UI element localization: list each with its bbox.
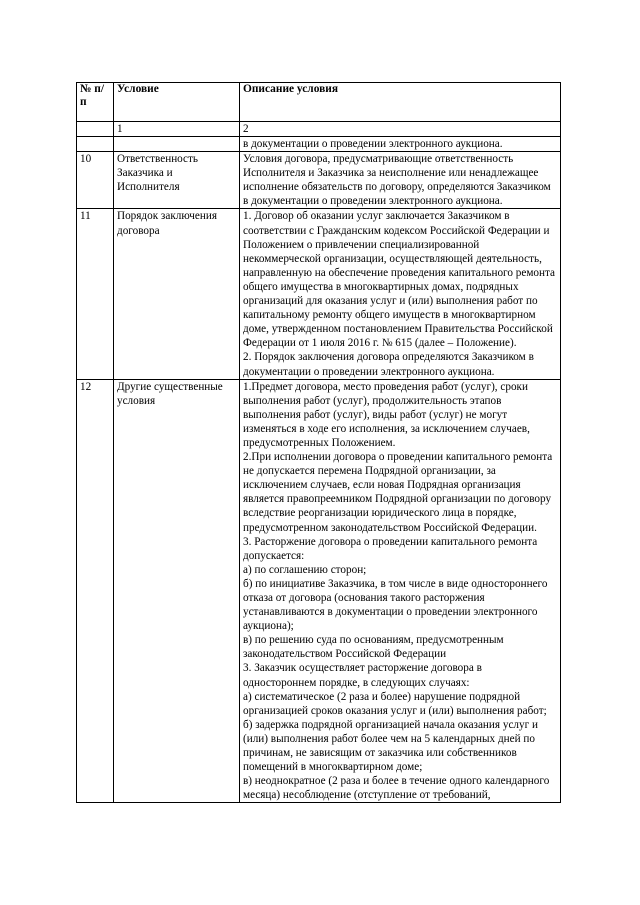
column-number-2: 2 xyxy=(240,122,561,137)
row-number: 11 xyxy=(77,209,114,379)
description-paragraph: в) неоднократное (2 раза и более в течение одного календарного месяца) несоблюдение (отступление от требований, xyxy=(243,775,550,802)
row-condition xyxy=(114,137,240,152)
table-header-row xyxy=(77,83,561,122)
description-paragraph: в) по решению суда по основаниям, предусмотренным законодательством Российской Федерации xyxy=(243,634,504,661)
column-number-1: 1 xyxy=(114,122,240,137)
description-paragraph: Условия договора, предусматривающие ответственность Исполнителя и Заказчика за неисполнение или ненадлежащее исполнение обязательств по договору, определяются Заказчиком в документации о проведении электронного аукциона. xyxy=(243,153,551,208)
table-row xyxy=(77,137,561,152)
description-paragraph: 3. Заказчик осуществляет расторжение договора в одностороннем порядке, в следующих случаях: xyxy=(243,662,482,689)
row-condition: Порядок заключения договора xyxy=(114,209,240,379)
row-description xyxy=(240,379,561,803)
conditions-table xyxy=(76,82,561,803)
description-paragraph: а) систематическое (2 раза и более) нарушение подрядной организацией сроков оказания услуг и (или) выполнения работ; xyxy=(243,690,547,717)
description-paragraph: 1.Предмет договора, место проведения работ (услуг), сроки выполнения работ (услуг), продолжительность этапов выполнения работ (услуг), виды работ (услуг) не могут изменяться в ходе его исполнения, за исключением случаев, предусмотренных Положением. xyxy=(243,380,530,449)
row-number: 12 xyxy=(77,379,114,803)
column-number-0 xyxy=(77,122,114,137)
table-row xyxy=(77,152,561,209)
description-paragraph: в документации о проведении электронного аукциона. xyxy=(243,138,503,150)
table-row xyxy=(77,209,561,379)
header-number: № п/п xyxy=(77,83,114,122)
row-description xyxy=(240,137,561,152)
row-number: 10 xyxy=(77,152,114,209)
row-description xyxy=(240,152,561,209)
description-paragraph: 2. Порядок заключения договора определяются Заказчиком в документации о проведении электронного аукциона. xyxy=(243,351,534,378)
description-paragraph: 3. Расторжение договора о проведении капитального ремонта допускается: xyxy=(243,535,538,562)
header-condition: Условие xyxy=(114,83,240,122)
description-paragraph: 1. Договор об оказании услуг заключается Заказчиком в соответствии с Гражданским кодексом Российской Федерации и Положением о привлечении специализированной некоммерческой организации, осуществляющей деятельность, направленную на обеспечение проведения капитального ремонта общего имущества в многоквартирных домах, подрядных организаций для оказания услуг и (или) выполнения работ по капитальному ремонту общего имуществ в многоквартирном доме, утвержденном постановлением Правительства Российской Федерации от 1 июля 2016 г. № 615 (далее – Положение). xyxy=(243,210,555,350)
header-description: Описание условия xyxy=(240,83,561,122)
row-condition: Ответственность Заказчика и Исполнителя xyxy=(114,152,240,209)
row-condition: Другие существенные условия xyxy=(114,379,240,803)
description-paragraph: б) задержка подрядной организацией начала оказания услуг и (или) выполнения работ более чем на 5 календарных дней по причинам, не зависящим от заказчика или собственников помещений в многоквартирном доме; xyxy=(243,718,538,774)
row-number xyxy=(77,137,114,152)
column-numbers-row xyxy=(77,122,561,137)
description-paragraph: а) по соглашению сторон; xyxy=(243,563,367,576)
description-paragraph: б) по инициативе Заказчика, в том числе в виде одностороннего отказа от договора (основания такого расторжения устанавливаются в документации о проведении электронного аукциона); xyxy=(243,577,548,633)
description-paragraph: 2.При исполнении договора о проведении капитального ремонта не допускается перемена Подрядной организации, за исключением случаев, если новая Подрядная организация является правопреемником Подрядной организации по договору вследствие реорганизации юридического лица в порядке, предусмотренном законодательством Российской Федерации. xyxy=(243,451,553,534)
row-description xyxy=(240,209,561,379)
table-row xyxy=(77,379,561,803)
